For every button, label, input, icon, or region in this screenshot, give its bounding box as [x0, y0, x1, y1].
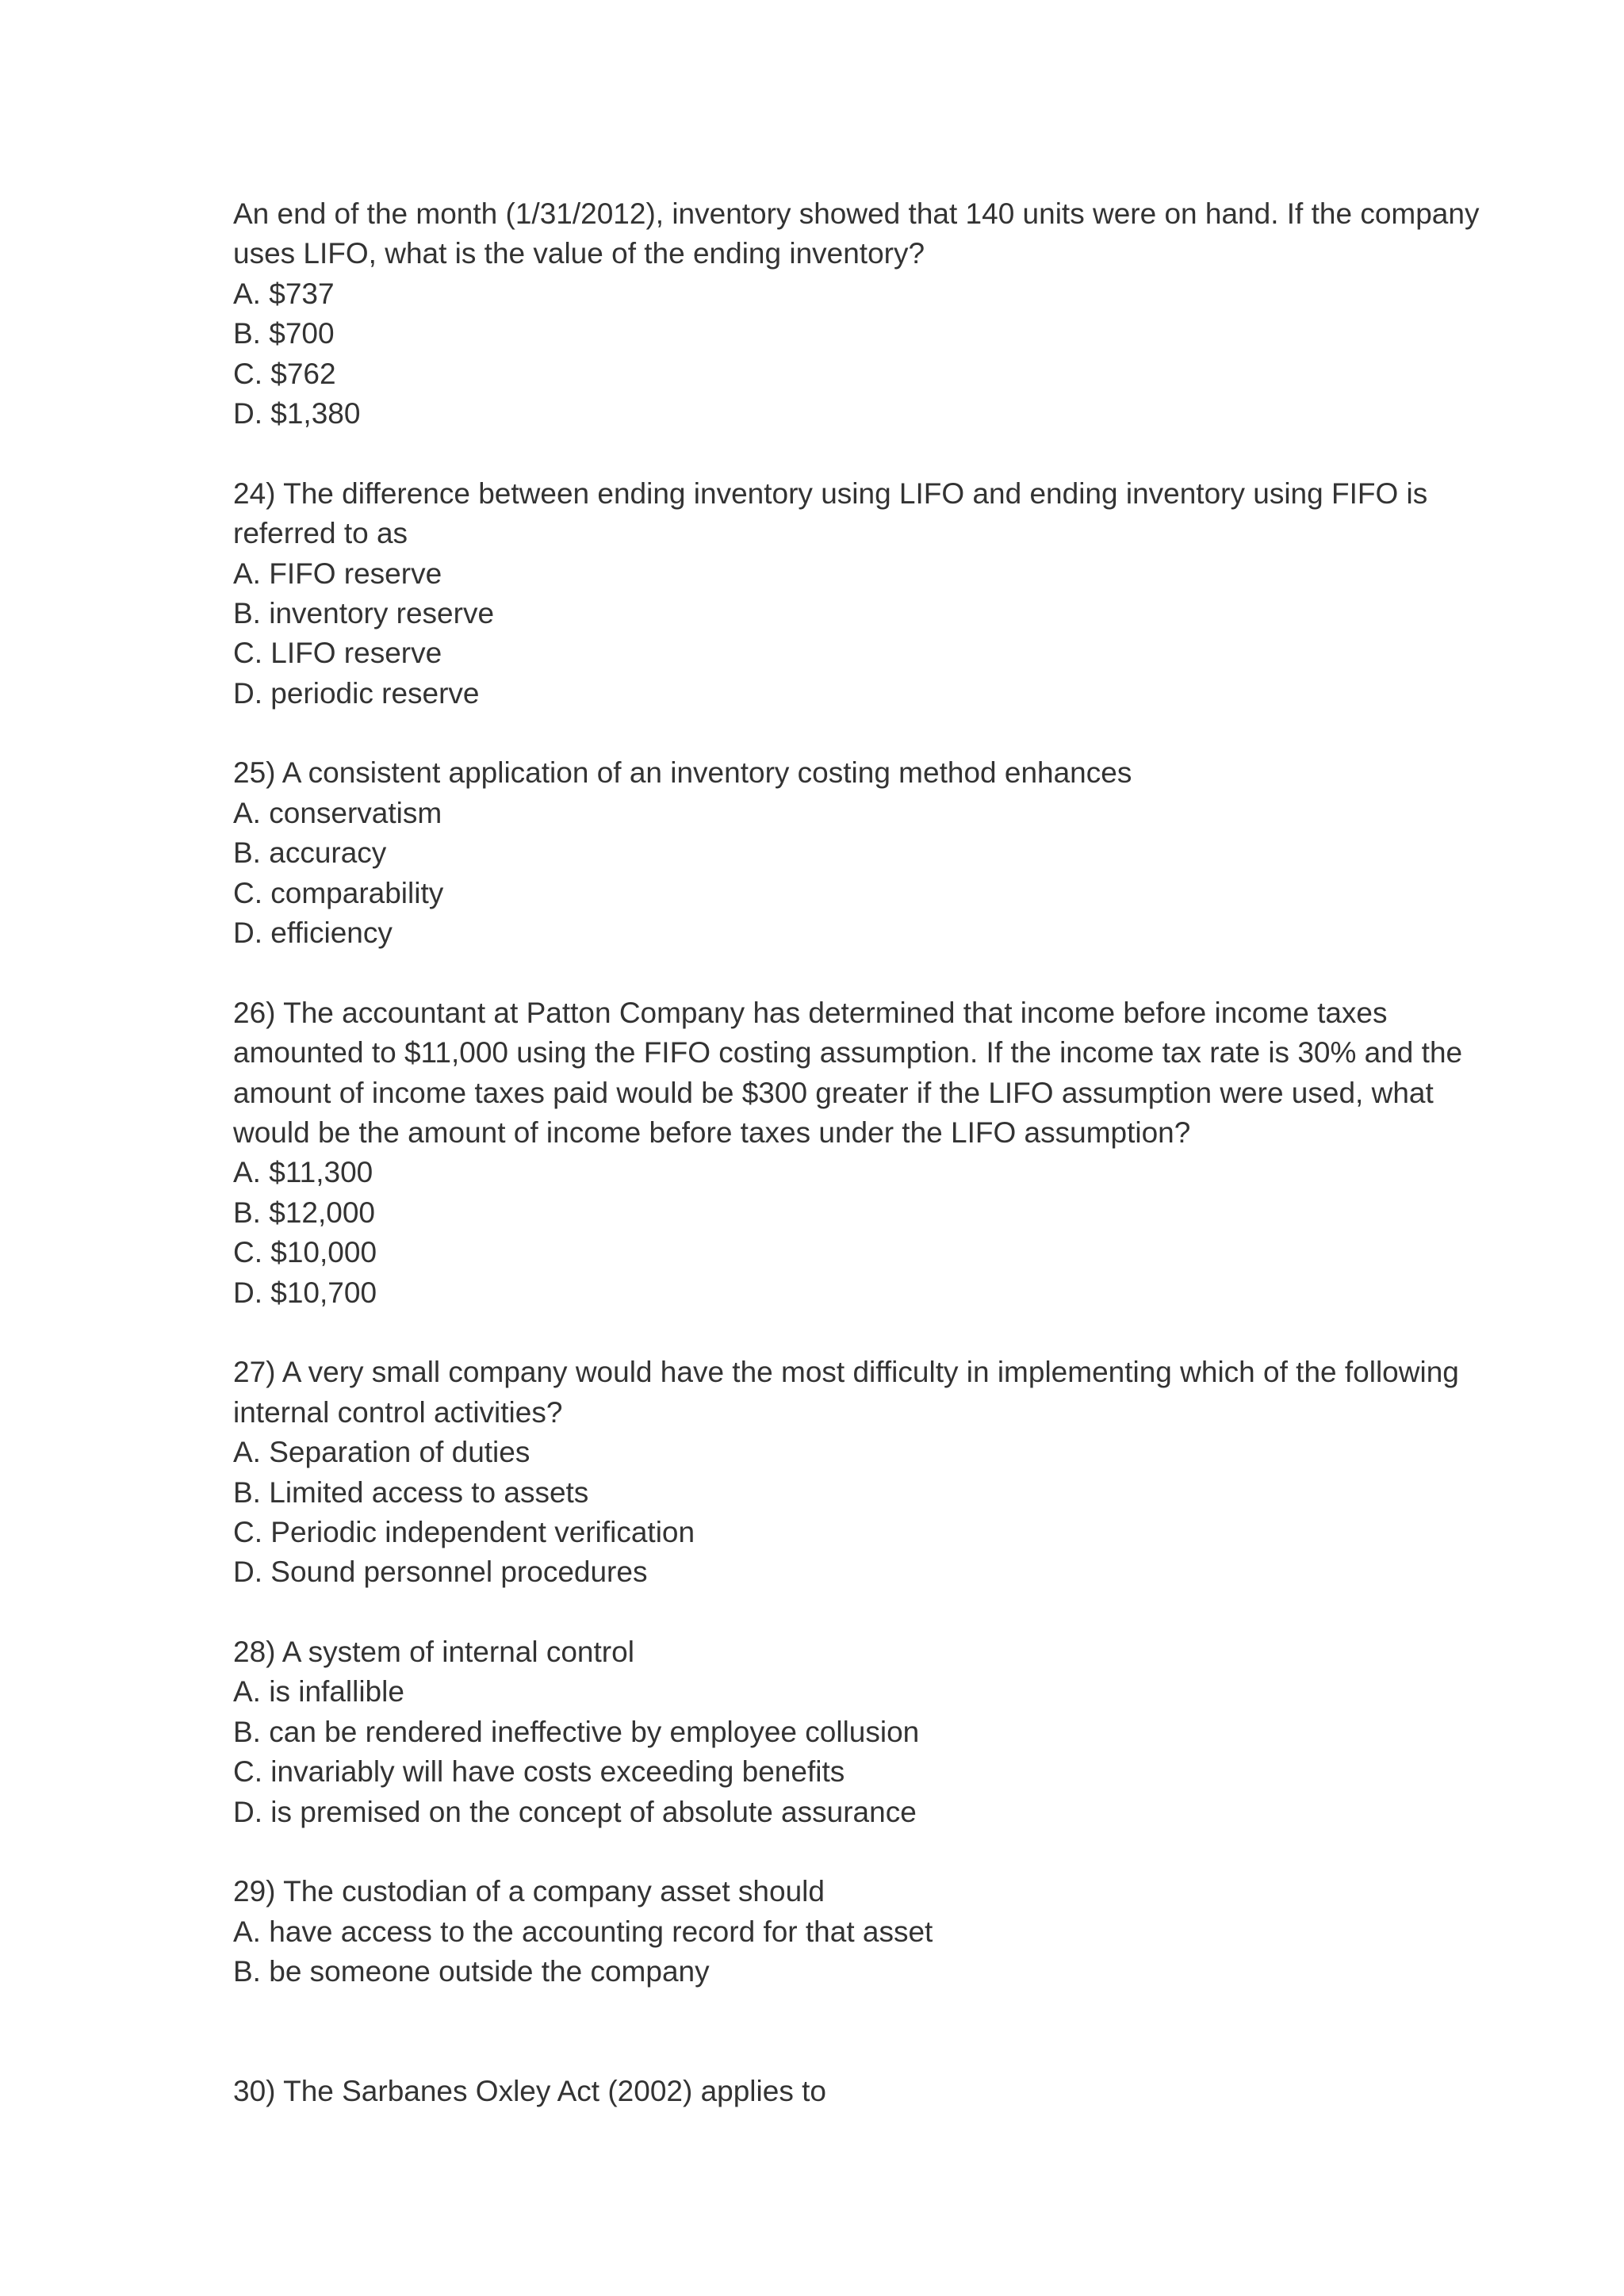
question-block: [233, 1872, 1597, 1992]
question-stem-line: 25) A consistent application of an inventory costing method enhances: [233, 756, 1132, 790]
answer-option: C. comparability: [233, 876, 444, 909]
question-stem-line: internal control activities?: [233, 1395, 563, 1429]
question-stem-line: amounted to $11,000 using the FIFO costing assumption. If the income tax rate is 30% and the: [233, 1036, 1463, 1070]
question-stem-line: uses LIFO, what is the value of the ending inventory?: [233, 237, 925, 270]
answer-option: B. $12,000: [233, 1196, 375, 1229]
answer-option: C. Periodic independent verification: [233, 1515, 695, 1548]
answer-option: A. is infallible: [233, 1675, 404, 1709]
answer-option: C. $762: [233, 357, 336, 390]
answer-option: A. $11,300: [233, 1156, 373, 1189]
answer-option: B. $700: [233, 317, 335, 350]
question-stem-line: 30) The Sarbanes Oxley Act (2002) applies to: [233, 2075, 826, 2108]
question-block: [233, 993, 1597, 1313]
question-stem-line: would be the amount of income before taxes under the LIFO assumption?: [233, 1115, 1191, 1149]
answer-option: B. inventory reserve: [233, 596, 495, 629]
question-stem-line: An end of the month (1/31/2012), inventory showed that 140 units were on hand. If the company: [233, 197, 1480, 230]
question-stem-line: 27) A very small company would have the most difficulty in implementing which of the following: [233, 1356, 1459, 1389]
question-block: [233, 2072, 1597, 2111]
question-stem-line: amount of income taxes paid would be $300 greater if the LIFO assumption were used, what: [233, 1076, 1434, 1109]
question-block: [233, 194, 1597, 434]
answer-option: B. be someone outside the company: [233, 1955, 710, 1988]
answer-option: C. $10,000: [233, 1236, 377, 1269]
question-block: [233, 753, 1597, 953]
answer-option: D. efficiency: [233, 916, 393, 950]
answer-option: A. FIFO reserve: [233, 557, 442, 590]
question-block: [233, 1632, 1597, 1832]
question-block: [233, 1353, 1597, 1592]
question-stem-line: referred to as: [233, 517, 408, 550]
question-stem-line: 28) A system of internal control: [233, 1636, 634, 1669]
question-stem-line: 24) The difference between ending inventory using LIFO and ending inventory using FIFO is: [233, 476, 1428, 510]
answer-option: B. can be rendered ineffective by employee collusion: [233, 1715, 920, 1748]
answer-option: B. Limited access to assets: [233, 1475, 589, 1509]
question-stem-line: 26) The accountant at Patton Company has determined that income before income taxes: [233, 996, 1388, 1029]
answer-option: C. LIFO reserve: [233, 637, 442, 670]
answer-option: A. have access to the accounting record for that asset: [233, 1915, 933, 1948]
answer-option: C. invariably will have costs exceeding benefits: [233, 1755, 845, 1789]
answer-option: B. accuracy: [233, 836, 387, 870]
answer-option: A. $737: [233, 277, 335, 310]
answer-option: D. is premised on the concept of absolute assurance: [233, 1795, 917, 1828]
answer-option: D. periodic reserve: [233, 676, 480, 710]
question-stem-line: 29) The custodian of a company asset should: [233, 1875, 825, 1908]
answer-option: D. $10,700: [233, 1276, 377, 1309]
document-page: [233, 194, 1597, 2112]
question-block: [233, 474, 1597, 714]
answer-option: A. conservatism: [233, 796, 442, 829]
answer-option: A. Separation of duties: [233, 1436, 530, 1469]
answer-option: D. Sound personnel procedures: [233, 1556, 648, 1589]
answer-option: D. $1,380: [233, 396, 361, 430]
